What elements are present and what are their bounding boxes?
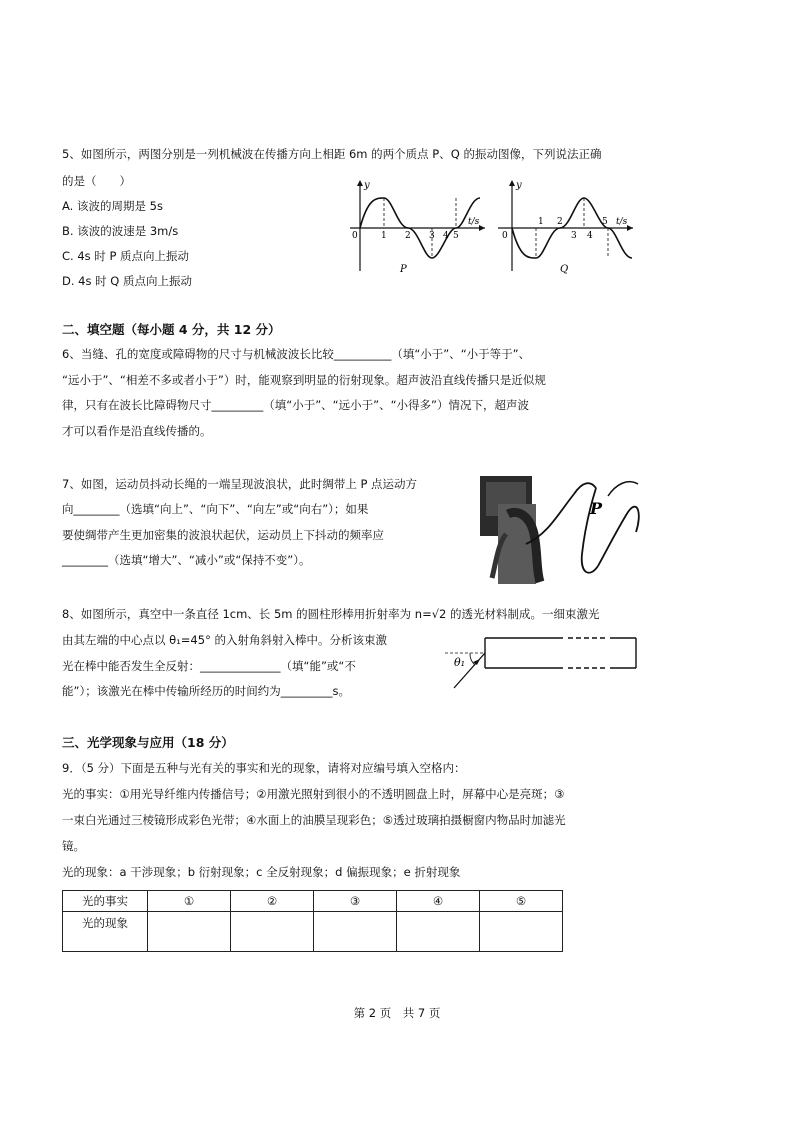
table-col-1: ①	[148, 891, 231, 912]
section-3-title: 三、光学现象与应用（18 分）	[62, 735, 234, 750]
q9-line3: 一束白光通过三棱镜形成彩色光带；④水面上的油膜呈现彩色；⑤透过玻璃拍摄橱窗内物品时加滤光	[62, 813, 566, 827]
q8-line2: 由其左端的中心点以 θ₁=45° 的入射角斜射入棒中。分析该束激	[62, 633, 387, 647]
graph-p-y-label: y	[364, 180, 370, 191]
graph-q-t-label: t/s	[616, 217, 628, 227]
table-header-phenomena: 光的现象	[63, 912, 148, 952]
table-col-2: ②	[231, 891, 314, 912]
q8-line3: 光在棒中能否发生全反射：______________（填“能”或“不	[62, 659, 356, 673]
table-col-5: ⑤	[480, 891, 563, 912]
q9-line4: 镜。	[62, 839, 85, 853]
q5-option-c: C. 4s 时 P 质点向上振动	[62, 249, 190, 263]
graph-q-label: Q	[560, 264, 569, 275]
graph-q-tick-3: 3	[571, 231, 577, 241]
table-header-facts: 光的事实	[63, 891, 148, 912]
graph-p-tick-1: 1	[381, 231, 387, 241]
q5-stem-line1: 5、如图所示，两图分别是一列机械波在传播方向上相距 6m 的两个质点 P、Q 的振动图像，下列说法正确	[62, 147, 602, 161]
q8-rod-diagram	[440, 632, 640, 702]
q6-line2: “远小于”、“相差不多或者小于”）时，能观察到明显的衍射现象。超声波沿直线传播只是近似规	[62, 373, 546, 387]
table-col-3: ③	[314, 891, 397, 912]
q5-stem-line2: 的是（ ）	[62, 174, 131, 188]
graph-q-tick-4: 4	[587, 231, 593, 241]
q8-angle-label: θ₁	[454, 656, 466, 669]
q8-line4: 能”）；该激光在棒中传输所经历的时间约为_________s。	[62, 684, 350, 698]
q7-line2: 向________（选填“向上”、“向下”、“向左”或“向右”）；如果	[62, 502, 369, 516]
answer-cell-1[interactable]	[148, 912, 231, 952]
q7-point-p-label: P	[590, 499, 603, 518]
q8-line1: 8、如图所示，真空中一条直径 1cm、长 5m 的圆柱形棒用折射率为 n=√2 的透光材料制成。一细束激光	[62, 607, 600, 621]
q7-athlete-ribbon-photo	[478, 474, 648, 586]
graph-p-label: P	[400, 264, 407, 275]
q5-option-b: B. 该波的波速是 3m/s	[62, 224, 179, 238]
q6-line1: 6、当缝、孔的宽度或障碍物的尺寸与机械波波长比较__________（填“小于”、“小于等于”、	[62, 347, 531, 361]
graph-q-tick-2: 2	[557, 217, 563, 227]
answer-cell-2[interactable]	[231, 912, 314, 952]
section-2-title: 二、填空题（每小题 4 分，共 12 分）	[62, 322, 281, 337]
graph-q-y-label: y	[516, 180, 522, 191]
q6-line3: 律，只有在波长比障碍物尺寸_________（填“小于”、“远小于”、“小得多”）情况下，超声波	[62, 398, 529, 412]
q9-line1: 9．（5 分）下面是五种与光有关的事实和光的现象，请将对应编号填入空格内：	[62, 761, 466, 775]
answer-cell-5[interactable]	[480, 912, 563, 952]
q7-line3: 要使绸带产生更加密集的波浪状起伏，运动员上下抖动的频率应	[62, 528, 384, 542]
graph-p-tick-3: 3	[429, 231, 435, 241]
graph-p-t-label: t/s	[468, 217, 480, 227]
graph-p-tick-2: 2	[405, 231, 411, 241]
q9-line2: 光的事实：①用光导纤维内传播信号；②用激光照射到很小的不透明圆盘上时，屏幕中心是亮斑；③	[62, 787, 565, 801]
graph-p-tick-4: 4	[443, 231, 449, 241]
q5-graph-q	[490, 176, 640, 276]
q9-line5: 光的现象：a 干涉现象；b 衍射现象；c 全反射现象；d 偏振现象；e 折射现象	[62, 865, 461, 879]
graph-q-tick-1: 1	[538, 217, 544, 227]
page-footer: 第 2 页 共 7 页	[353, 1006, 441, 1020]
graph-p-tick-5: 5	[453, 231, 459, 241]
q6-line4: 才可以看作是沿直线传播的。	[62, 424, 212, 438]
answer-cell-3[interactable]	[314, 912, 397, 952]
q7-line1: 7、如图，运动员抖动长绳的一端呈现波浪状，此时绸带上 P 点运动方	[62, 477, 418, 491]
graph-q-tick-0: 0	[502, 231, 508, 241]
graph-q-tick-5: 5	[602, 217, 608, 227]
q9-answer-table	[62, 890, 563, 952]
table-col-4: ④	[397, 891, 480, 912]
q5-graph-p	[340, 176, 490, 276]
answer-cell-4[interactable]	[397, 912, 480, 952]
q5-option-d: D. 4s 时 Q 质点向上振动	[62, 274, 192, 288]
q5-option-a: A. 该波的周期是 5s	[62, 199, 163, 213]
q7-line4: ________（选填“增大”、“减小”或“保持不变”）。	[62, 553, 311, 567]
graph-p-tick-0: 0	[352, 231, 358, 241]
